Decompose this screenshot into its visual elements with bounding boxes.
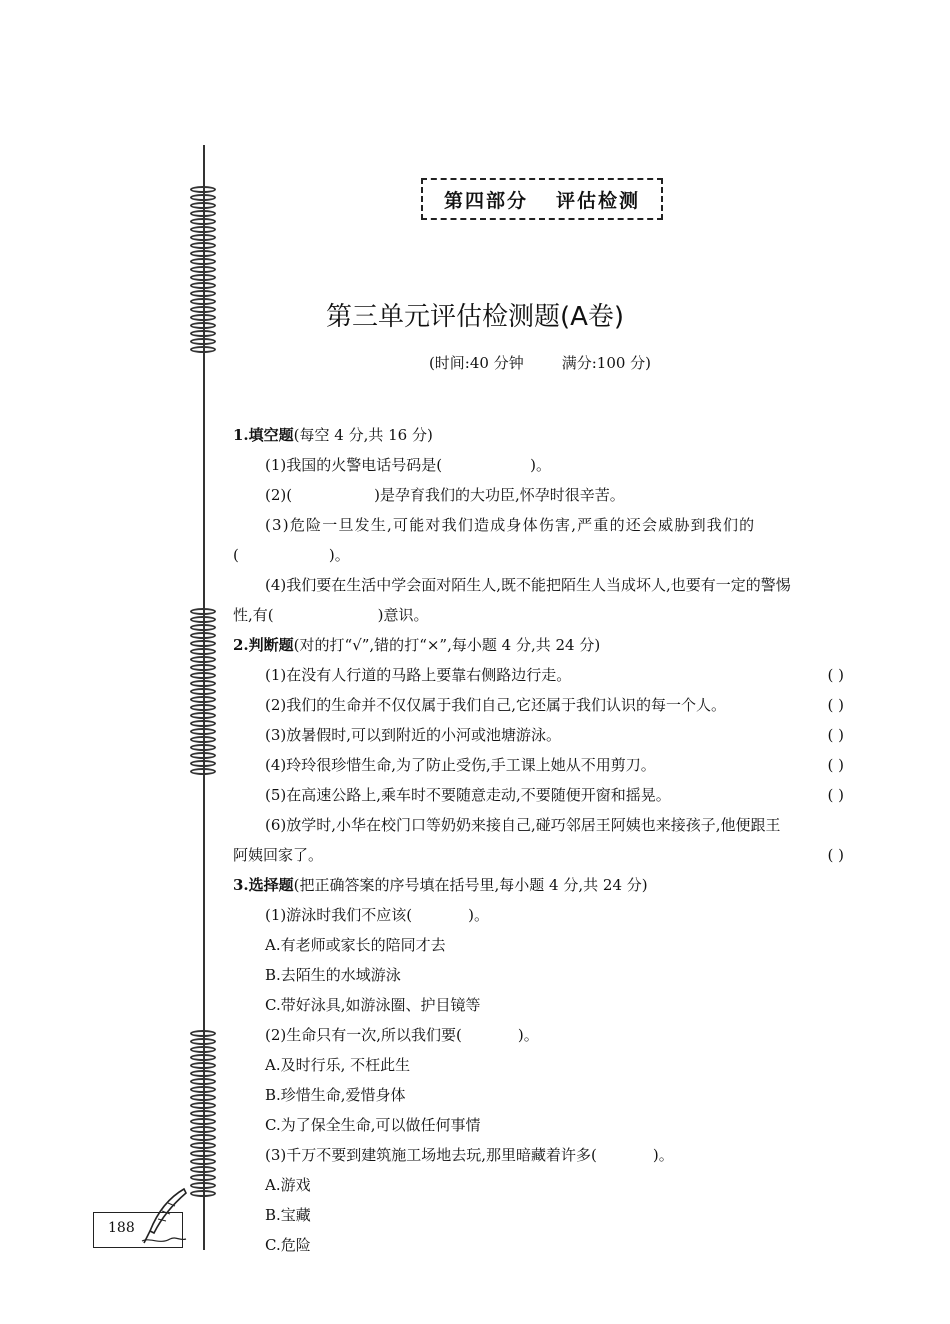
binding-ring (190, 1102, 216, 1109)
binding-ring (190, 656, 216, 663)
binding-ring (190, 712, 216, 719)
quill-pen-icon (140, 1187, 190, 1247)
fill-question-continued (233, 600, 848, 630)
section-heading (233, 420, 848, 450)
exam-content (233, 420, 848, 1260)
question-text: (3)放暑假时,可以到附近的小河或池塘游泳。 (265, 726, 562, 744)
answer-bracket: ( ) (827, 726, 844, 744)
section-note: (每空 4 分,共 16 分) (293, 426, 433, 444)
binding-ring (190, 1086, 216, 1093)
binding-ring (190, 1054, 216, 1061)
fill-question (233, 480, 848, 510)
question-text: )是孕育我们的大功臣,怀孕时很辛苦。 (374, 486, 625, 504)
fill-question (233, 510, 848, 540)
binding-ring (190, 210, 216, 217)
answer-bracket: ( ) (827, 666, 844, 684)
question-text: )。 (468, 906, 489, 924)
binding-ring (190, 736, 216, 743)
section-title: 3.选择题 (233, 876, 294, 894)
answer-bracket: ( ) (827, 696, 844, 714)
choice-question (233, 900, 848, 930)
binding-ring (190, 1142, 216, 1149)
question-text: (6)放学时,小华在校门口等奶奶来接自己,碰巧邻居王阿姨也来接孩子,他便跟王 (265, 816, 781, 834)
question-text: )。 (652, 1146, 674, 1164)
choice-question (233, 1020, 848, 1050)
question-text: (1)在没有人行道的马路上要靠右侧路边行走。 (265, 666, 572, 684)
answer-bracket: ( ) (827, 846, 844, 864)
choice-option: B.宝藏 (265, 1206, 311, 1224)
banner-name: 评估检测 (556, 189, 641, 212)
question-text: (3)千万不要到建筑施工场地去玩,那里暗藏着许多( (265, 1146, 597, 1164)
choice-option: A.游戏 (265, 1176, 311, 1194)
binding-ring (190, 258, 216, 265)
banner-part: 第四部分 (443, 189, 528, 212)
question-text: )。 (328, 546, 350, 564)
spiral-binding-icon (190, 608, 218, 776)
binding-ring (190, 1126, 216, 1133)
binding-ring (190, 1182, 216, 1189)
binding-ring (190, 266, 216, 273)
binding-ring (190, 696, 216, 703)
answer-bracket: ( ) (827, 786, 844, 804)
binding-ring (190, 226, 216, 233)
section-title: 2.判断题 (233, 636, 294, 654)
binding-ring (190, 186, 216, 193)
binding-ring (190, 218, 216, 225)
question-text: (4)我们要在生活中学会面对陌生人,既不能把陌生人当成坏人,也要有一定的警惕 (265, 576, 791, 594)
binding-ring (190, 640, 216, 647)
binding-ring (190, 624, 216, 631)
question-text: (5)在高速公路上,乘车时不要随意走动,不要随便开窗和摇晃。 (265, 786, 671, 804)
choice-question (233, 1140, 848, 1170)
binding-ring (190, 1158, 216, 1165)
binding-ring (190, 250, 216, 257)
question-text: (4)玲玲很珍惜生命,为了防止受伤,手工课上她从不用剪刀。 (265, 756, 656, 774)
section-heading (233, 630, 848, 660)
page-number: 188 (108, 1220, 135, 1236)
question-text: (2)( (265, 486, 293, 504)
binding-ring (190, 648, 216, 655)
section-heading (233, 870, 848, 900)
judge-question (233, 810, 848, 840)
question-text: 阿姨回家了。 (233, 846, 324, 864)
section-note: (把正确答案的序号填在括号里,每小题 4 分,共 24 分) (293, 876, 648, 894)
binding-ring (190, 1038, 216, 1045)
section-title: 1.填空题 (233, 426, 294, 444)
binding-ring (190, 616, 216, 623)
choice-option: A.及时行乐, 不枉此生 (265, 1056, 411, 1074)
binding-ring (190, 1166, 216, 1173)
answer-bracket: ( ) (827, 756, 844, 774)
judge-question (233, 720, 848, 750)
binding-ring (190, 1094, 216, 1101)
binding-ring (190, 1070, 216, 1077)
binding-ring (190, 688, 216, 695)
fill-question (233, 450, 848, 480)
binding-ring (190, 282, 216, 289)
choice-option: C.带好泳具,如游泳圈、护目镜等 (265, 996, 481, 1014)
question-text: (2)我们的生命并不仅仅属于我们自己,它还属于我们认识的每一个人。 (265, 696, 727, 714)
binding-ring (190, 672, 216, 679)
binding-ring (190, 1078, 216, 1085)
binding-ring (190, 1118, 216, 1125)
binding-ring (190, 720, 216, 727)
binding-ring (190, 1046, 216, 1053)
question-text: 性,有( (233, 606, 274, 624)
question-text: )。 (530, 456, 551, 474)
fill-question (233, 570, 848, 600)
binding-ring (190, 1030, 216, 1037)
binding-ring (190, 744, 216, 751)
binding-ring (190, 752, 216, 759)
binding-ring (190, 768, 216, 775)
question-text: ( (233, 546, 239, 564)
judge-question (233, 750, 848, 780)
choice-option: B.珍惜生命,爱惜身体 (265, 1086, 406, 1104)
judge-question-continued (233, 840, 848, 870)
question-text: (3)危险一旦发生,可能对我们造成身体伤害,严重的还会威胁到我们的 (265, 516, 756, 534)
binding-ring (190, 194, 216, 201)
question-text: (1)我国的火警电话号码是( (265, 456, 443, 474)
part-banner (421, 178, 663, 220)
question-text: (2)生命只有一次,所以我们要( (265, 1026, 462, 1044)
binding-ring (190, 728, 216, 735)
binding-ring (190, 1110, 216, 1117)
question-text: )意识。 (377, 606, 429, 624)
exam-score: 满分:100 分) (561, 354, 652, 372)
binding-ring (190, 338, 216, 345)
binding-ring (190, 1150, 216, 1157)
binding-ring (190, 664, 216, 671)
spiral-binding-icon (190, 1030, 218, 1198)
binding-ring (190, 680, 216, 687)
judge-question (233, 780, 848, 810)
binding-ring (190, 608, 216, 615)
binding-ring (190, 1134, 216, 1141)
section-note: (对的打“√”,错的打“×”,每小题 4 分,共 24 分) (293, 636, 601, 654)
binding-ring (190, 274, 216, 281)
judge-question (233, 660, 848, 690)
choice-option: C.为了保全生命,可以做任何事情 (265, 1116, 481, 1134)
binding-ring (190, 202, 216, 209)
choice-option: C.危险 (265, 1236, 311, 1254)
question-text: )。 (517, 1026, 539, 1044)
exam-info (0, 352, 950, 373)
binding-ring (190, 760, 216, 767)
binding-ring (190, 704, 216, 711)
choice-option: A.有老师或家长的陪同才去 (265, 936, 446, 954)
fill-question-continued (233, 540, 848, 570)
exam-time: (时间:40 分钟 (428, 354, 524, 372)
binding-ring (190, 1174, 216, 1181)
choice-option: B.去陌生的水域游泳 (265, 966, 401, 984)
binding-ring (190, 1190, 216, 1197)
binding-ring (190, 632, 216, 639)
page-title: 第三单元评估检测题(A卷) (325, 302, 625, 332)
binding-ring (190, 1062, 216, 1069)
question-text: (1)游泳时我们不应该( (265, 906, 413, 924)
judge-question (233, 690, 848, 720)
binding-ring (190, 234, 216, 241)
binding-ring (190, 242, 216, 249)
